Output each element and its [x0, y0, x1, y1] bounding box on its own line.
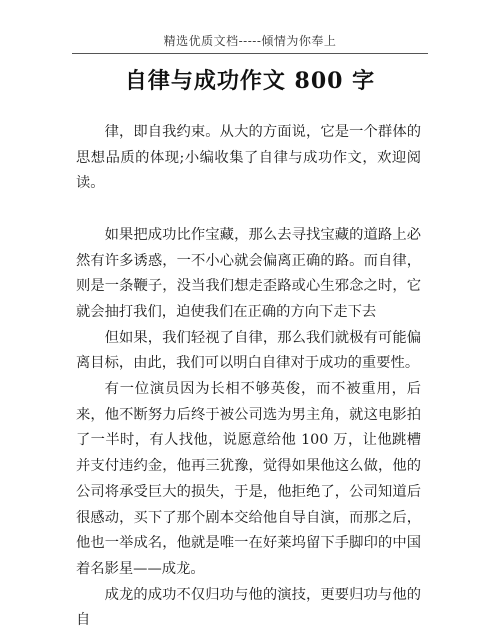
paragraph-story: 有一位演员因为长相不够英俊，而不被重用，后来，他不断努力后终于被公司选为男主角，就这电影拍了一半时，有人找他，说愿意给他 100 万，让他跳槽并支付违约金，他再三犹豫，觉得如果他这么做，他的公司将承受巨大的损失，于是，他拒绝了，公司知道后很感动，买下了那个剧本交给他自导自演，而那之后，他也一举成名，他就是唯一在好莱坞留下手脚印的中国着名影星——成龙。	[76, 381, 421, 577]
paragraph-importance: 但如果，我们轻视了自律，那么我们就极有可能偏离目标，由此，我们可以明白自律对于成功的重要性。	[76, 329, 421, 372]
paragraph-conclusion: 成龙的成功不仅归功与他的演技，更要归功与他的自	[76, 586, 421, 629]
header-divider	[72, 53, 428, 54]
document-body	[76, 120, 421, 634]
paragraph-treasure: 如果把成功比作宝藏，那么去寻找宝藏的道路上必然有许多诱惑，一不小心就会偏离正确的路。而自律，则是一条鞭子，没当我们想走歪路或心生邪念之时，它就会抽打我们，迫使我们在正确的方向下走下去	[76, 226, 421, 320]
page-header: 精选优质文档-----倾情为你奉上	[163, 34, 337, 48]
paragraph-intro: 律，即自我约束。从大的方面说，它是一个群体的思想品质的体现;小编收集了自律与成功作文，欢迎阅读。	[76, 124, 421, 192]
document-title: 自律与成功作文 800 字	[124, 68, 376, 94]
